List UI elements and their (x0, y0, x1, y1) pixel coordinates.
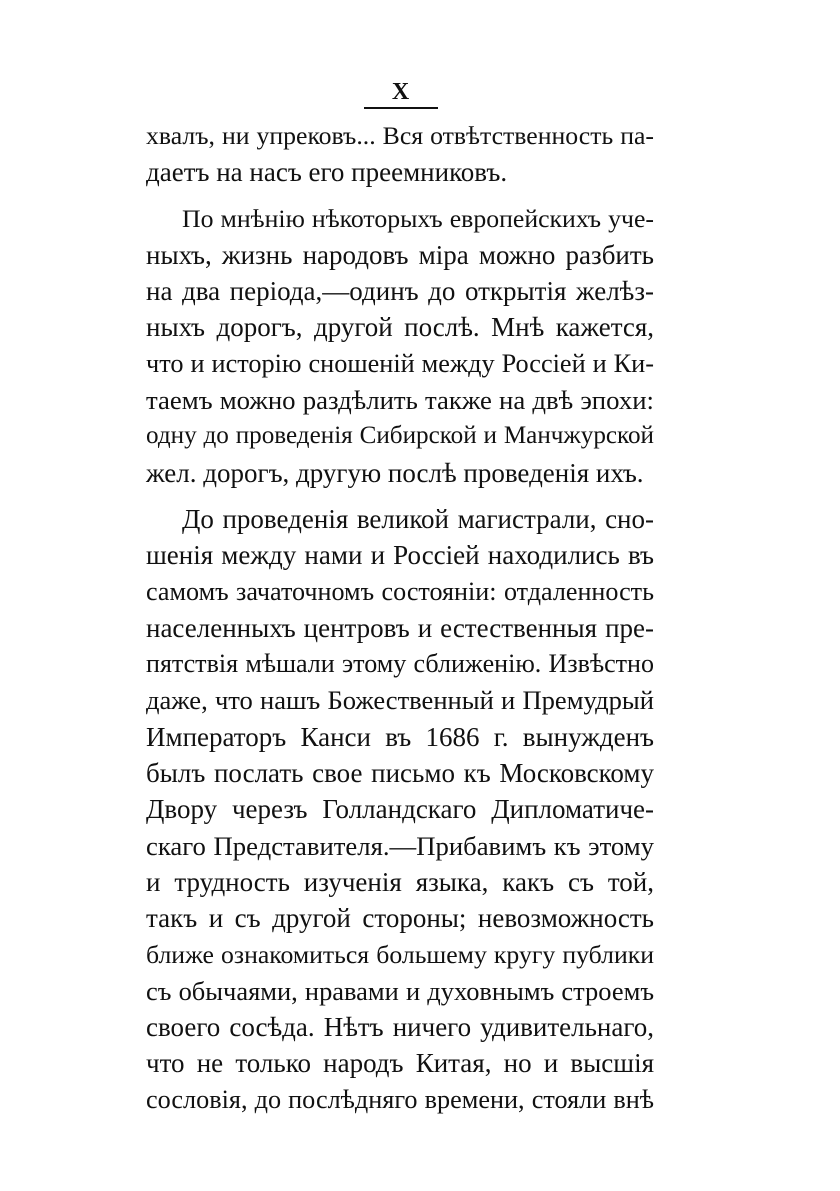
text-line: и трудность изученія языка, какъ съ той, (146, 866, 654, 897)
text-line: ближе ознакомиться большему кругу публики (146, 939, 654, 969)
text-line: По мнѣнію нѣкоторыхъ европейскихъ уче- (182, 203, 654, 233)
header-rule (364, 107, 438, 109)
text-line: ныхъ, жизнь народовъ міра можно разбить (146, 239, 654, 270)
paragraph-gap (146, 191, 654, 201)
text-line: пятствія мѣшали этому сближенію. Извѣстно (146, 649, 654, 679)
text-line: ныхъ дорогъ, другой послѣ. Мнѣ кажется, (146, 312, 654, 343)
text-line: своего сосѣда. Нѣтъ ничего удивительнаго, (146, 1012, 654, 1043)
text-line: самомъ зачаточномъ состояніи: отдаленность (146, 576, 654, 606)
text-line: былъ послать свое письмо къ Московскому (146, 758, 654, 789)
text-line: жел. дорогъ, другую послѣ проведенія ихъ. (146, 457, 644, 488)
text-line: шенія между нами и Россіей находились въ (146, 540, 654, 571)
text-line: Двору черезъ Голландскаго Дипломатиче- (146, 794, 654, 825)
text-line: съ обычаями, нравами и духовнымъ строемъ (146, 975, 654, 1006)
paragraph-gap (146, 491, 654, 501)
paragraph (146, 201, 654, 491)
text-line: что не только народъ Китая, но и высшія (146, 1048, 654, 1079)
body-text (146, 118, 654, 1118)
text-line: населенныхъ центровъ и естественныя пре- (146, 612, 654, 643)
paragraph (146, 501, 654, 1118)
text-line: на два періода,—одинъ до открытія желѣз- (146, 276, 654, 307)
text-line: даетъ на насъ его преемниковъ. (146, 157, 508, 188)
text-line: таемъ можно раздѣлить также на двѣ эпохи: (146, 385, 654, 416)
page-number: X (391, 79, 411, 105)
text-line: скаго Представителя.—Прибавимъ къ этому (146, 830, 654, 861)
page-header (356, 78, 446, 109)
text-line: даже, что нашъ Божественный и Премудрый (146, 685, 654, 716)
text-line: Императоръ Канси въ 1686 г. вынужденъ (146, 721, 654, 752)
text-line: хвалъ, ни упрековъ... Вся отвѣтственность па- (146, 121, 654, 150)
text-line: такъ и съ другой стороны; невозможность (146, 903, 654, 934)
text-line: что и исторію сношеній между Россіей и Ки- (146, 348, 654, 378)
paragraph (146, 118, 654, 191)
text-line: одну до проведенія Сибирской и Манчжурской (146, 422, 654, 450)
text-line: До проведенія великой магистрали, сно- (182, 503, 654, 534)
text-line: сословія, до послѣдняго времени, стояли внѣ (146, 1084, 654, 1114)
